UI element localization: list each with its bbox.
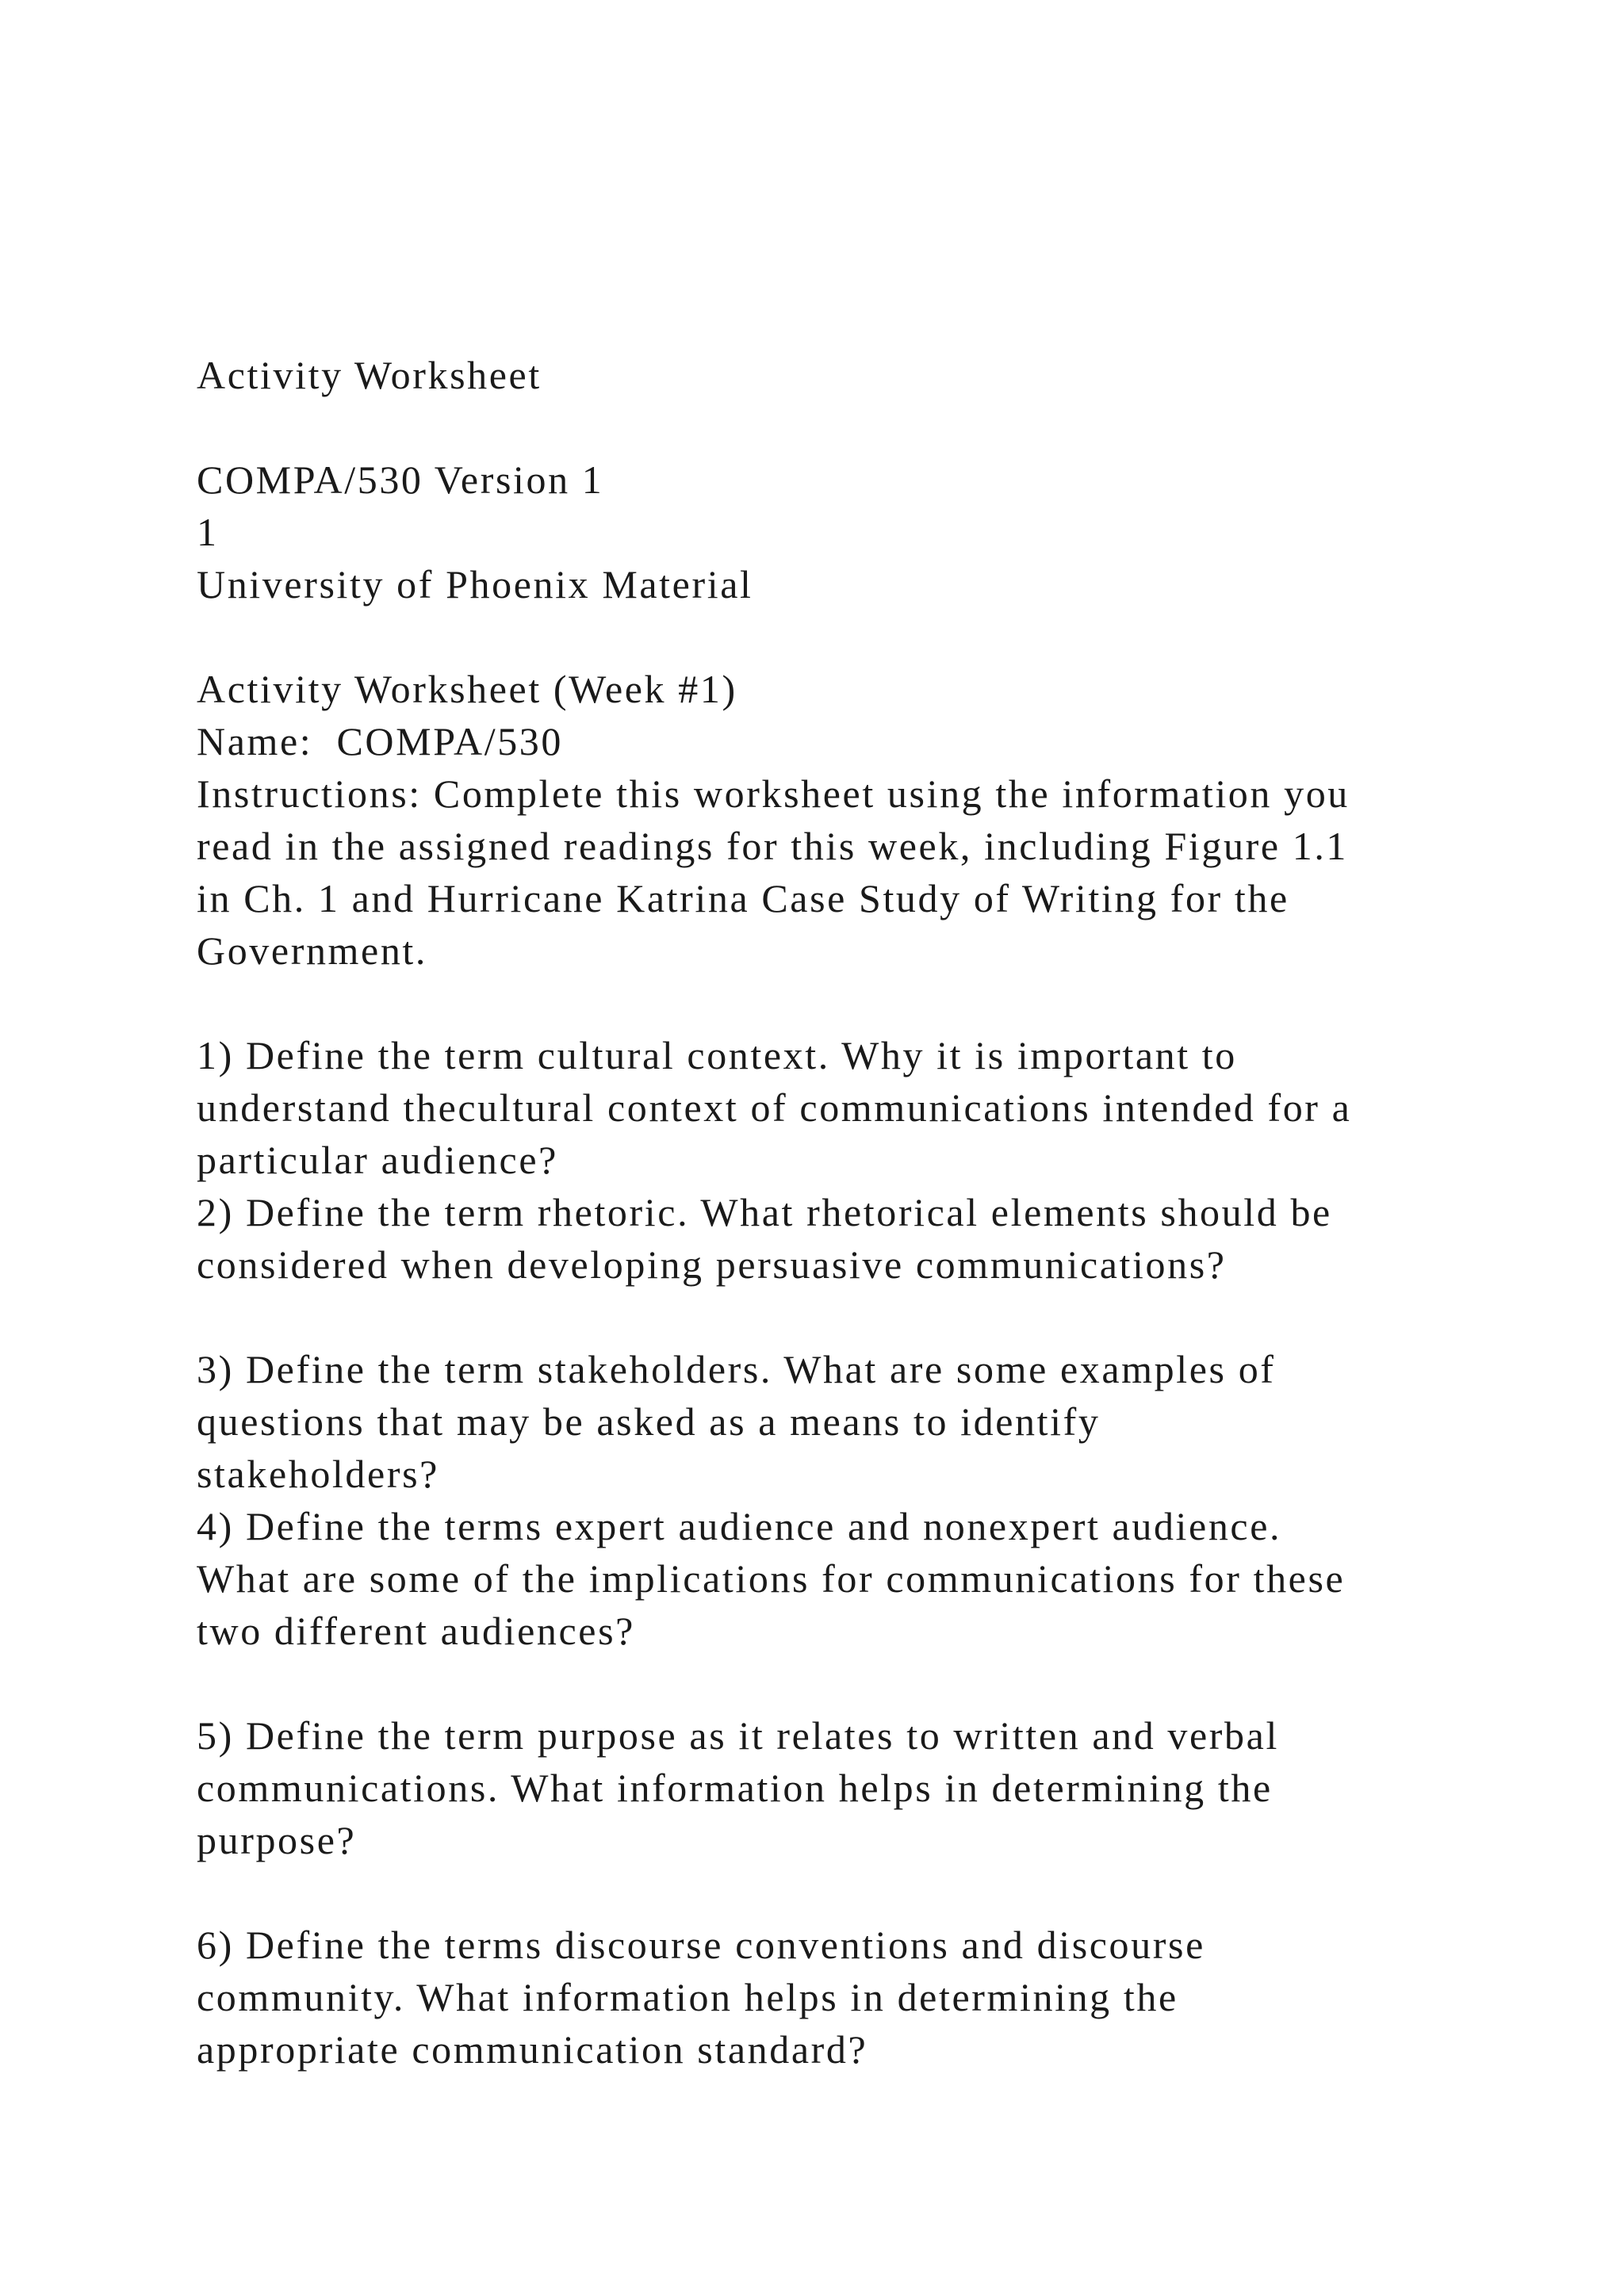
question-1-line: particular audience? bbox=[197, 1138, 558, 1182]
instructions-line: Government. bbox=[197, 928, 428, 973]
question-1-line: understand thecultural context of communications intended for a bbox=[197, 1085, 1352, 1130]
source-label: University of Phoenix Material bbox=[197, 562, 753, 607]
question-5-line: 5) Define the term purpose as it relates to written and verbal bbox=[197, 1713, 1279, 1758]
question-5-line: communications. What information helps in determining the bbox=[197, 1766, 1273, 1810]
question-6-line: community. What information helps in determining the bbox=[197, 1975, 1178, 2019]
spacer bbox=[197, 1657, 1481, 1709]
course-version: COMPA/530 Version 1 bbox=[197, 457, 604, 502]
spacer bbox=[197, 1291, 1481, 1343]
page-number: 1 bbox=[197, 510, 219, 554]
question-4-line: two different audiences? bbox=[197, 1609, 635, 1653]
question-4-line: What are some of the implications for communications for these bbox=[197, 1556, 1346, 1601]
worksheet-title: Activity Worksheet (Week #1) bbox=[197, 667, 737, 711]
instructions-line: read in the assigned readings for this week, including Figure 1.1 bbox=[197, 824, 1349, 868]
spacer bbox=[197, 977, 1481, 1029]
spacer bbox=[197, 610, 1481, 663]
question-5-line: purpose? bbox=[197, 1818, 357, 1862]
document-body bbox=[197, 349, 1481, 2076]
spacer bbox=[197, 401, 1481, 453]
question-2-line: considered when developing persuasive communications? bbox=[197, 1242, 1227, 1287]
question-6-line: appropriate communication standard? bbox=[197, 2027, 868, 2072]
name-line: Name: COMPA/530 bbox=[197, 719, 564, 763]
question-3-line: stakeholders? bbox=[197, 1452, 439, 1496]
question-1-line: 1) Define the term cultural context. Why it is important to bbox=[197, 1033, 1237, 1077]
question-3-line: questions that may be asked as a means to identify bbox=[197, 1399, 1101, 1444]
question-2-line: 2) Define the term rhetoric. What rhetorical elements should be bbox=[197, 1190, 1332, 1234]
header-title: Activity Worksheet bbox=[197, 353, 542, 397]
question-4-line: 4) Define the terms expert audience and nonexpert audience. bbox=[197, 1504, 1282, 1548]
instructions-line: in Ch. 1 and Hurricane Katrina Case Study of Writing for the bbox=[197, 876, 1289, 920]
spacer bbox=[197, 1866, 1481, 1919]
instructions-line: Instructions: Complete this worksheet using the information you bbox=[197, 771, 1350, 816]
question-3-line: 3) Define the term stakeholders. What are some examples of bbox=[197, 1347, 1276, 1391]
question-6-line: 6) Define the terms discourse conventions and discourse bbox=[197, 1923, 1205, 1967]
